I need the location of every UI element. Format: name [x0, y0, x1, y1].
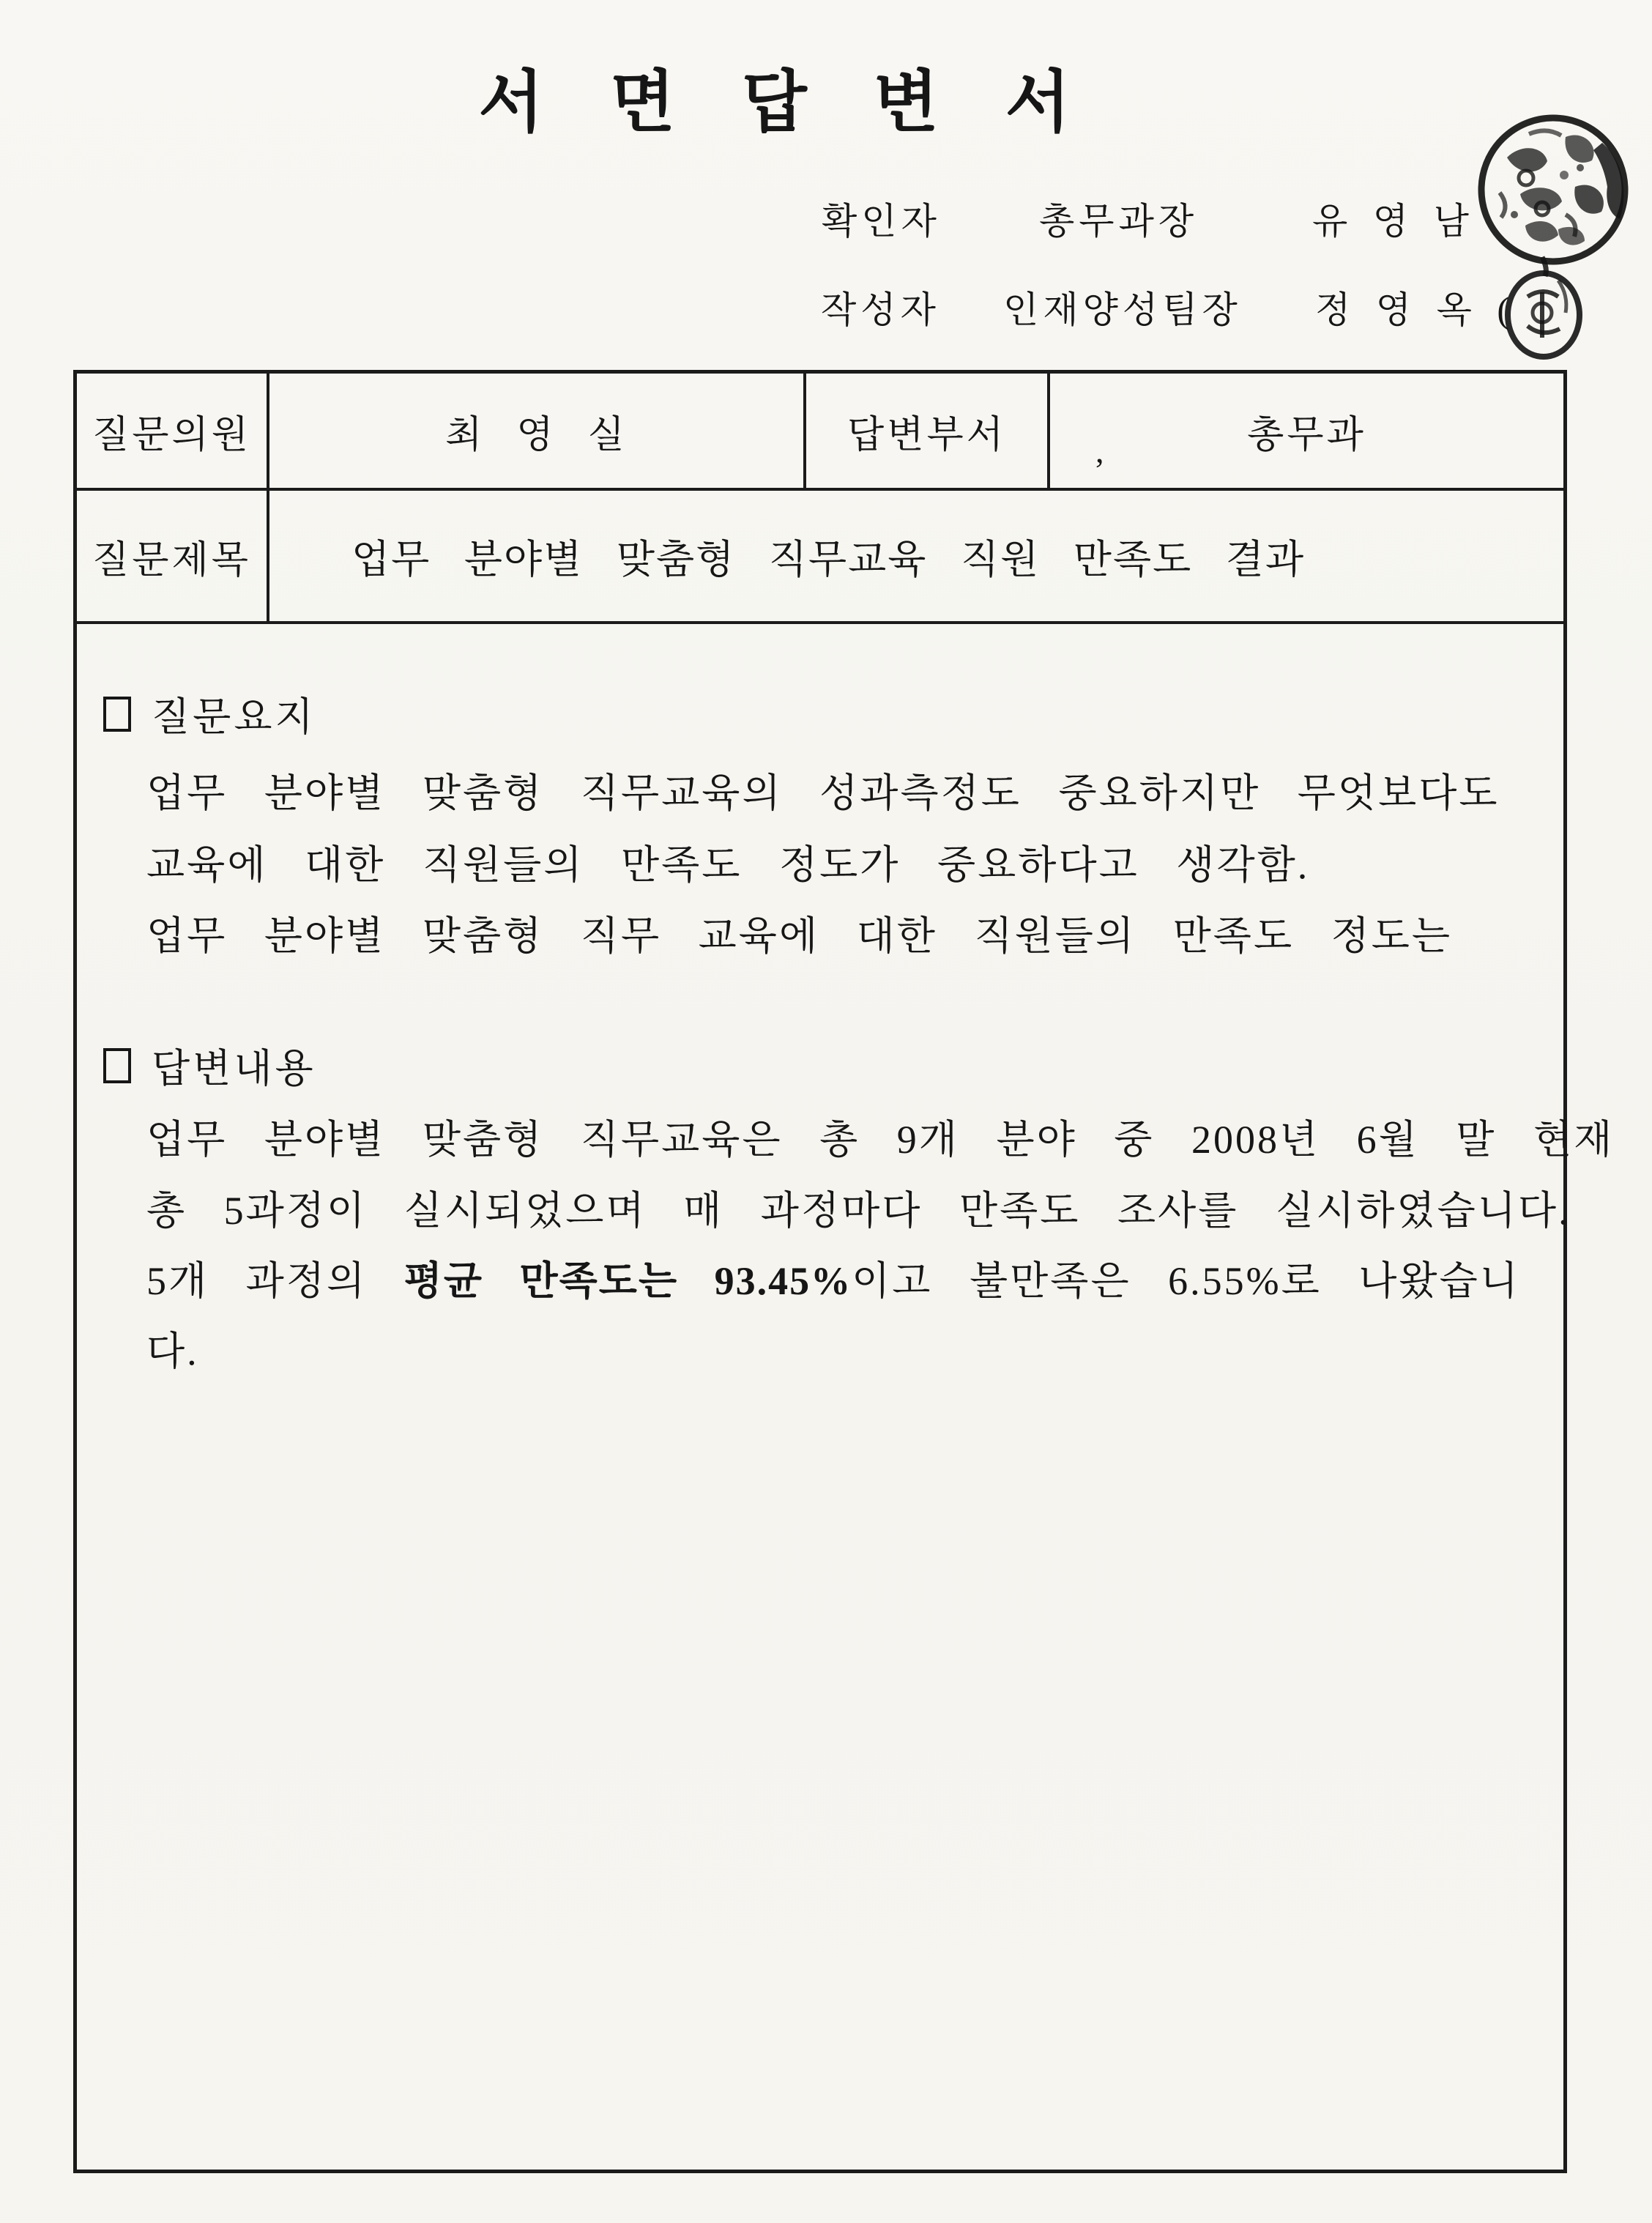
question-title-value: 업무 분야별 맞춤형 직무교육 직원 만족도 결과 [351, 537, 1306, 582]
square-bullet-icon [103, 1048, 131, 1083]
question-title-label: 질문제목 [77, 491, 269, 621]
answer-section-heading [103, 1037, 316, 1094]
answer-line-2: 총 5과정이 실시되었으며 매 과정마다 만족도 조사를 실시하였습니다. [146, 1189, 1571, 1233]
question-line-3: 업무 분야별 맞춤형 직무 교육에 대한 직원들의 만족도 정도는 [146, 914, 1453, 958]
answer-line-4: 다. [146, 1329, 199, 1373]
answer-heading-text: 답변내용 [152, 1047, 316, 1091]
official-seal-icon [1456, 105, 1652, 368]
approver-name: 유 영 남 [1312, 201, 1470, 242]
answer-line-3 [146, 1250, 1520, 1306]
answer-line-3-post: 이고 불만족은 6.55%로 나왔습니 [852, 1259, 1520, 1303]
answer-dept-value [1050, 374, 1563, 488]
document-body [77, 624, 1615, 2170]
stray-scan-mark: , [1095, 432, 1104, 470]
author-name: 정 영 옥 ( [1315, 289, 1511, 330]
approver-role-label: 확인자 [822, 201, 941, 242]
table-row-question-title [77, 491, 1563, 624]
approver-position: 총무과장 [1039, 201, 1199, 242]
answer-line-3-bold: 평균 만족도는 93.45% [403, 1259, 852, 1303]
author-role-label: 작성자 [821, 289, 940, 330]
question-section-heading [103, 686, 316, 742]
document-title: 서 면 답 변 서 [478, 65, 1074, 140]
question-member-label: 질문의원 [77, 374, 269, 488]
answer-form-table [73, 370, 1615, 2173]
answer-dept-text: 총무과 [1247, 414, 1366, 456]
table-row-question-member [77, 374, 1563, 491]
seal-stamps [1456, 105, 1652, 368]
personal-seal-icon [1508, 257, 1580, 357]
question-heading-text: 질문요지 [152, 695, 316, 739]
square-bullet-icon [103, 697, 131, 732]
question-line-2: 교육에 대한 직원들의 만족도 정도가 중요하다고 생각함. [146, 843, 1310, 887]
question-member-value: 최 영 실 [269, 374, 806, 488]
question-line-1: 업무 분야별 맞춤형 직무교육의 성과측정도 중요하지만 무엇보다도 [146, 771, 1500, 815]
answer-dept-label: 답변부서 [806, 374, 1050, 488]
author-position: 인재양성팀장 [1003, 289, 1242, 330]
answer-line-1: 업무 분야별 맞춤형 직무교육은 총 9개 분야 중 2008년 6월 말 현재 [146, 1118, 1615, 1162]
answer-line-3-pre: 5개 과정의 [146, 1259, 404, 1303]
